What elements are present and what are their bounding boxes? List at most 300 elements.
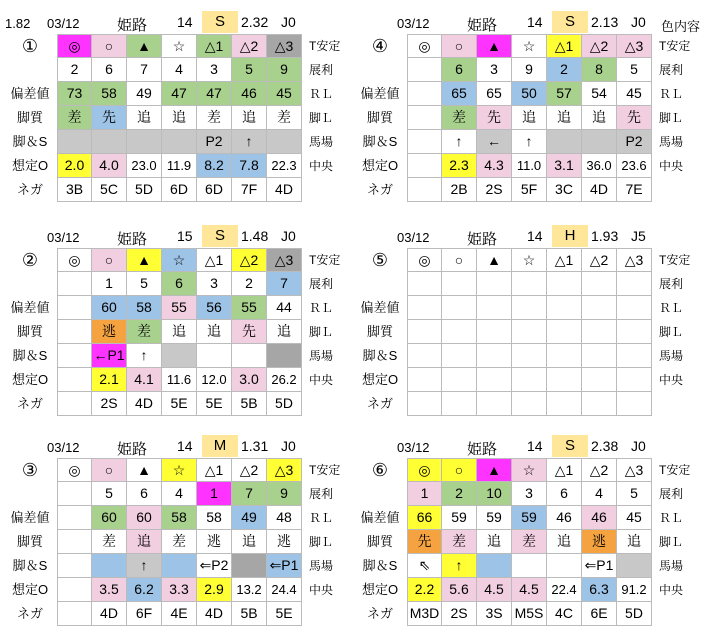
table-cell: 3	[197, 272, 232, 296]
right-label: 脚Ｌ	[659, 325, 684, 339]
table-cell: 追	[477, 530, 512, 554]
table-cell: ☆	[162, 34, 197, 58]
table-cell: ⇐P1	[582, 554, 617, 578]
right-label: 展利	[659, 487, 684, 501]
top-left-value: 1.82	[5, 16, 31, 31]
table-cell	[547, 272, 582, 296]
table-cell: ▲	[127, 458, 162, 482]
table-cell: ○	[92, 248, 127, 272]
table-cell: 5E	[267, 602, 302, 626]
table-cell: 47	[162, 82, 197, 106]
table-cell	[617, 392, 652, 416]
entry-count: 14	[527, 438, 543, 454]
row-label: ネガ	[366, 396, 393, 411]
table-cell	[57, 392, 92, 416]
race-number: ③	[21, 460, 39, 480]
table-cell: 23.0	[127, 154, 162, 178]
table-cell: 3	[477, 58, 512, 82]
distance-value: 2.38	[591, 438, 619, 454]
table-cell: 追	[547, 530, 582, 554]
table-cell: 9	[267, 482, 302, 506]
entry-count: 14	[177, 438, 193, 454]
row-cells	[407, 106, 652, 130]
right-label: 中央	[659, 583, 684, 597]
panel-header	[355, 434, 705, 458]
table-cell	[407, 130, 442, 154]
table-cell: 1	[407, 482, 442, 506]
row-cells	[407, 296, 652, 320]
table-row	[355, 602, 705, 626]
race-number: ①	[21, 36, 39, 56]
table-cell: 差	[442, 106, 477, 130]
table-cell	[57, 578, 92, 602]
table-cell: 46	[582, 506, 617, 530]
track-name: 姫路	[117, 17, 148, 34]
table-cell	[617, 296, 652, 320]
row-label: 脚質	[366, 110, 393, 125]
table-cell: 4.1	[127, 368, 162, 392]
table-cell	[477, 368, 512, 392]
row-label: 偏差値	[10, 86, 50, 101]
row-cells	[57, 392, 302, 416]
panel-header	[5, 10, 355, 34]
table-row	[355, 578, 705, 602]
table-row	[355, 458, 705, 482]
row-label	[5, 482, 55, 506]
table-cell: 先	[92, 106, 127, 130]
table-cell: ○	[442, 34, 477, 58]
table-cell: 45	[617, 506, 652, 530]
row-label: 偏差値	[360, 510, 400, 525]
table-cell: 65	[442, 82, 477, 106]
table-cell	[57, 130, 92, 154]
jockey-code: J0	[281, 228, 296, 244]
table-cell: 先	[232, 320, 267, 344]
table-cell: 13.2	[232, 578, 267, 602]
table-cell: 5	[127, 272, 162, 296]
table-cell	[162, 130, 197, 154]
table-cell: ○	[442, 458, 477, 482]
table-cell	[127, 130, 162, 154]
track-name: 姫路	[467, 17, 498, 34]
row-cells	[57, 506, 302, 530]
table-cell: 5.6	[442, 578, 477, 602]
table-cell: ◎	[407, 34, 442, 58]
table-cell: 66	[407, 506, 442, 530]
table-cell: 追	[547, 106, 582, 130]
panel-header	[5, 434, 355, 458]
table-row	[355, 34, 705, 58]
row-cells	[57, 458, 302, 482]
right-label: 中央	[309, 159, 334, 173]
table-cell: △1	[197, 458, 232, 482]
table-cell	[547, 296, 582, 320]
table-cell: 5B	[232, 602, 267, 626]
row-cells	[57, 482, 302, 506]
table-row	[5, 272, 355, 296]
table-cell: 4C	[547, 602, 582, 626]
row-cells	[407, 506, 652, 530]
row-label: 想定O	[361, 158, 399, 173]
table-cell: △3	[267, 34, 302, 58]
row-label: 偏差値	[360, 86, 400, 101]
right-label: 馬場	[659, 349, 684, 363]
table-cell: 5C	[92, 178, 127, 202]
table-cell	[407, 320, 442, 344]
table-row	[5, 248, 355, 272]
table-cell	[442, 392, 477, 416]
right-label: 脚Ｌ	[659, 535, 684, 549]
row-cells	[57, 296, 302, 320]
table-cell: 57	[547, 82, 582, 106]
track-name: 姫路	[467, 231, 498, 248]
table-cell: 6	[547, 482, 582, 506]
table-cell	[232, 554, 267, 578]
row-label	[5, 58, 55, 82]
table-cell: 7	[267, 272, 302, 296]
track-condition: H	[552, 225, 588, 247]
table-cell: △3	[267, 458, 302, 482]
table-cell	[547, 368, 582, 392]
table-cell: 6D	[197, 178, 232, 202]
table-cell	[232, 344, 267, 368]
table-cell: 5D	[127, 178, 162, 202]
row-label: 脚質	[16, 110, 43, 125]
table-cell: 45	[617, 82, 652, 106]
table-cell: 2	[547, 58, 582, 82]
right-label: T安定	[659, 253, 691, 267]
table-cell: 5	[617, 58, 652, 82]
table-cell: 2.2	[407, 578, 442, 602]
table-cell: △1	[547, 248, 582, 272]
table-cell: 3.1	[547, 154, 582, 178]
table-cell: 7.8	[232, 154, 267, 178]
table-cell: 2.3	[442, 154, 477, 178]
table-cell	[57, 530, 92, 554]
distance-value: 1.48	[241, 228, 269, 244]
row-label: 想定O	[11, 372, 49, 387]
table-cell: 3.5	[92, 578, 127, 602]
table-cell	[442, 344, 477, 368]
table-cell: 22.3	[267, 154, 302, 178]
table-cell: 4.0	[92, 154, 127, 178]
table-cell	[547, 130, 582, 154]
table-cell	[547, 554, 582, 578]
table-cell: 先	[617, 106, 652, 130]
table-cell: 56	[197, 296, 232, 320]
table-cell: 2	[57, 58, 92, 82]
table-cell	[407, 296, 442, 320]
table-cell: 差	[512, 530, 547, 554]
table-cell: ←	[477, 130, 512, 154]
table-cell: 60	[92, 506, 127, 530]
row-label: 脚＆S	[362, 558, 398, 573]
table-cell: 65	[477, 82, 512, 106]
table-cell: 60	[127, 506, 162, 530]
table-cell: 5B	[232, 392, 267, 416]
table-cell: 6E	[582, 602, 617, 626]
table-cell: ◎	[407, 248, 442, 272]
row-cells	[57, 602, 302, 626]
table-cell	[407, 368, 442, 392]
table-cell	[92, 554, 127, 578]
row-cells	[407, 368, 652, 392]
table-cell: 6D	[162, 178, 197, 202]
row-label: ネガ	[16, 396, 43, 411]
table-cell: 先	[407, 530, 442, 554]
track-name: 姫路	[117, 441, 148, 458]
table-cell: 4.3	[477, 154, 512, 178]
table-cell	[617, 368, 652, 392]
table-cell: ▲	[127, 34, 162, 58]
table-cell	[407, 154, 442, 178]
row-label: ネガ	[16, 182, 43, 197]
table-cell	[547, 344, 582, 368]
row-label: 想定O	[11, 158, 49, 173]
table-cell: △2	[232, 34, 267, 58]
table-cell: 差	[197, 106, 232, 130]
table-cell: 差	[162, 530, 197, 554]
row-label: 脚＆S	[362, 348, 398, 363]
table-row	[355, 482, 705, 506]
table-cell: 11.6	[162, 368, 197, 392]
row-cells	[57, 58, 302, 82]
table-cell: 追	[232, 106, 267, 130]
row-label	[5, 272, 55, 296]
table-cell: 6	[162, 272, 197, 296]
table-cell: 追	[582, 106, 617, 130]
right-label: 中央	[659, 373, 684, 387]
table-cell: ◎	[57, 458, 92, 482]
table-cell: 3S	[477, 602, 512, 626]
row-cells	[407, 82, 652, 106]
row-label: 想定O	[361, 582, 399, 597]
table-cell: 47	[197, 82, 232, 106]
row-cells	[407, 554, 652, 578]
table-cell: 差	[267, 106, 302, 130]
table-cell: 逃	[92, 320, 127, 344]
table-cell: 26.2	[267, 368, 302, 392]
table-cell: ▲	[477, 34, 512, 58]
table-cell: 24.4	[267, 578, 302, 602]
table-cell: 3	[512, 482, 547, 506]
table-cell: ◎	[57, 248, 92, 272]
row-cells	[57, 34, 302, 58]
table-cell: 逃	[582, 530, 617, 554]
row-label: 脚＆S	[12, 558, 48, 573]
table-cell: 5	[232, 58, 267, 82]
table-cell: 54	[582, 82, 617, 106]
table-cell: 追	[197, 320, 232, 344]
table-cell	[57, 482, 92, 506]
table-cell: ☆	[512, 34, 547, 58]
table-cell	[512, 272, 547, 296]
table-cell	[407, 272, 442, 296]
table-cell: ☆	[512, 458, 547, 482]
race-date: 03/12	[47, 16, 80, 31]
table-cell: 59	[512, 506, 547, 530]
row-label: 偏差値	[10, 300, 50, 315]
table-cell: 55	[232, 296, 267, 320]
header-right-label: 色内容	[661, 19, 701, 34]
table-cell: 6	[442, 58, 477, 82]
table-cell: 22.4	[547, 578, 582, 602]
table-row	[355, 178, 705, 202]
table-cell	[57, 368, 92, 392]
right-label: 展利	[309, 487, 334, 501]
table-row	[5, 602, 355, 626]
table-cell	[162, 554, 197, 578]
panel-5	[355, 224, 705, 416]
table-row	[355, 248, 705, 272]
row-label	[355, 272, 405, 296]
table-cell: 1	[197, 482, 232, 506]
right-label: 展利	[309, 277, 334, 291]
table-cell: M3D	[407, 602, 442, 626]
table-cell	[582, 320, 617, 344]
table-cell: 3	[197, 58, 232, 82]
row-cells	[57, 320, 302, 344]
row-cells	[407, 482, 652, 506]
table-cell: 3C	[547, 178, 582, 202]
table-cell: △2	[232, 248, 267, 272]
right-label: ＲＬ	[659, 511, 684, 525]
table-cell: 44	[267, 296, 302, 320]
table-cell: 4	[582, 482, 617, 506]
table-cell: 58	[162, 506, 197, 530]
table-cell	[407, 82, 442, 106]
table-row	[5, 368, 355, 392]
right-label: T安定	[309, 253, 341, 267]
table-cell: ◎	[407, 458, 442, 482]
table-row	[355, 506, 705, 530]
table-cell: △2	[582, 458, 617, 482]
table-cell: ↑	[127, 344, 162, 368]
row-cells	[407, 344, 652, 368]
table-cell: P2	[197, 130, 232, 154]
track-condition: S	[202, 225, 238, 247]
table-cell: 4D	[582, 178, 617, 202]
row-label: 偏差値	[360, 300, 400, 315]
right-label: 馬場	[659, 135, 684, 149]
right-label: 馬場	[309, 135, 334, 149]
row-label: 脚＆S	[12, 134, 48, 149]
right-label: ＲＬ	[309, 511, 334, 525]
table-cell	[57, 602, 92, 626]
right-label	[659, 178, 705, 202]
row-label: ネガ	[16, 606, 43, 621]
row-cells	[57, 154, 302, 178]
table-cell	[477, 392, 512, 416]
row-cells	[57, 554, 302, 578]
table-cell	[617, 344, 652, 368]
table-cell	[512, 392, 547, 416]
table-cell	[57, 272, 92, 296]
table-cell	[267, 130, 302, 154]
table-cell	[512, 368, 547, 392]
right-label: 脚Ｌ	[659, 111, 684, 125]
table-cell: ↑	[442, 554, 477, 578]
table-cell: 4	[162, 58, 197, 82]
row-label: 想定O	[11, 582, 49, 597]
jockey-code: J0	[281, 14, 296, 30]
table-cell: △3	[617, 248, 652, 272]
table-cell	[582, 344, 617, 368]
panel-2	[5, 224, 355, 416]
right-label: 馬場	[309, 349, 334, 363]
right-label: T安定	[659, 39, 691, 53]
race-date: 03/12	[397, 230, 430, 245]
table-cell: 2S	[92, 392, 127, 416]
table-row	[5, 458, 355, 482]
table-cell: 58	[92, 82, 127, 106]
table-cell: 58	[197, 506, 232, 530]
table-cell: 2	[232, 272, 267, 296]
table-cell: 2	[442, 482, 477, 506]
table-cell	[407, 58, 442, 82]
table-cell: 50	[512, 82, 547, 106]
row-cells	[57, 178, 302, 202]
panel-4	[355, 10, 705, 202]
row-label	[355, 58, 405, 82]
table-cell	[547, 392, 582, 416]
distance-value: 1.31	[241, 438, 269, 454]
table-cell: 11.9	[162, 154, 197, 178]
table-cell	[512, 344, 547, 368]
table-cell: 差	[92, 530, 127, 554]
table-cell: ⇐P2	[197, 554, 232, 578]
table-row	[5, 34, 355, 58]
table-cell: 2S	[442, 602, 477, 626]
table-cell: 8	[582, 58, 617, 82]
track-name: 姫路	[467, 441, 498, 458]
table-cell	[407, 178, 442, 202]
table-cell	[162, 344, 197, 368]
table-cell: 6	[92, 58, 127, 82]
table-cell	[477, 554, 512, 578]
table-cell: 59	[442, 506, 477, 530]
row-cells	[407, 602, 652, 626]
table-cell	[57, 506, 92, 530]
table-cell: 3.0	[232, 368, 267, 392]
table-cell: 60	[92, 296, 127, 320]
table-cell	[442, 320, 477, 344]
table-cell: 2B	[442, 178, 477, 202]
table-cell: 追	[232, 530, 267, 554]
race-number: ②	[21, 250, 39, 270]
table-cell: 差	[127, 320, 162, 344]
table-cell	[57, 296, 92, 320]
table-cell: 追	[162, 106, 197, 130]
right-label: ＲＬ	[659, 87, 684, 101]
table-cell: 59	[477, 506, 512, 530]
row-cells	[407, 578, 652, 602]
row-label: 想定O	[361, 372, 399, 387]
row-cells	[407, 320, 652, 344]
row-label: ネガ	[366, 606, 393, 621]
table-cell: ↑	[232, 130, 267, 154]
table-row	[5, 58, 355, 82]
right-label: 脚Ｌ	[309, 325, 334, 339]
table-cell: 10	[477, 482, 512, 506]
jockey-code: J0	[631, 14, 646, 30]
table-cell	[582, 130, 617, 154]
row-cells	[407, 458, 652, 482]
table-row	[5, 154, 355, 178]
table-cell	[617, 272, 652, 296]
table-cell	[512, 320, 547, 344]
table-cell: 11.0	[512, 154, 547, 178]
